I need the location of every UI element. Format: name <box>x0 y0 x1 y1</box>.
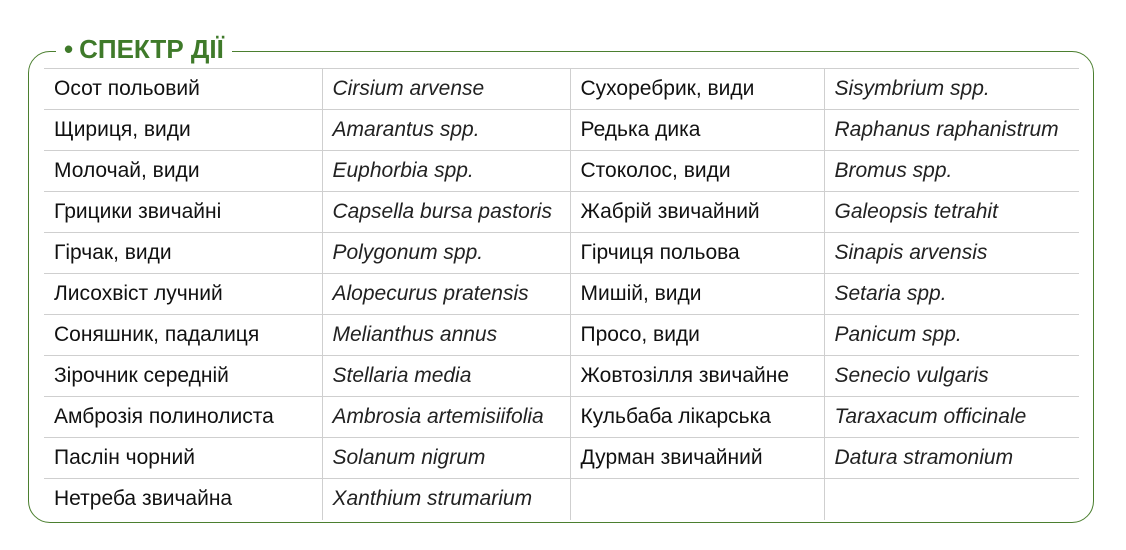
common-name-cell: Нетреба звичайна <box>54 487 233 511</box>
table-row <box>44 151 1079 192</box>
latin-name-cell: Euphorbia spp. <box>322 151 570 192</box>
latin-name-cell: Setaria spp. <box>824 274 1079 315</box>
common-name-cell: Грицики звичайні <box>44 192 322 233</box>
common-name-cell: Просо, види <box>570 315 824 356</box>
latin-name-cell: Bromus spp. <box>824 151 1079 192</box>
latin-name-cell: Stellaria media <box>322 356 570 397</box>
table-row <box>44 274 1079 315</box>
latin-name-cell: Raphanus raphanistrum <box>824 110 1079 151</box>
common-name-cell: Лисохвіст лучний <box>44 274 322 315</box>
common-name-cell <box>570 479 824 520</box>
table-row <box>44 397 1079 438</box>
common-name-cell: Зірочник середній <box>44 356 322 397</box>
latin-name-cell: Melianthus annus <box>322 315 570 356</box>
common-name-cell: Жовтозілля звичайне <box>570 356 824 397</box>
table-row <box>44 438 1079 479</box>
latin-name-cell: Ambrosia artemisiifolia <box>322 397 570 438</box>
common-name-cell: Сухоребрик, види <box>570 69 824 110</box>
common-name-cell: Дурман звичайний <box>570 438 824 479</box>
common-name-cell: Соняшник, падалиця <box>44 315 322 356</box>
latin-name-cell <box>824 479 1079 520</box>
common-name-cell: Гірчиця польова <box>570 233 824 274</box>
common-name-cell: Осот польовий <box>44 69 322 110</box>
table-row <box>44 479 1079 520</box>
common-name-cell: Щириця, види <box>44 110 322 151</box>
table-row <box>44 110 1079 151</box>
table-row <box>44 356 1079 397</box>
latin-name-cell: Sisymbrium spp. <box>824 69 1079 110</box>
common-name-cell: Молочай, види <box>44 151 322 192</box>
latin-name-cell: Amarantus spp. <box>322 110 570 151</box>
common-name-cell: Паслін чорний <box>44 438 322 479</box>
section-title-text: СПЕКТР ДІЇ <box>79 34 224 64</box>
latin-name-cell: Polygonum spp. <box>322 233 570 274</box>
latin-name-cell: Senecio vulgaris <box>824 356 1079 397</box>
latin-name-cell: Xanthium strumarium <box>322 479 570 520</box>
common-name-cell: Редька дика <box>570 110 824 151</box>
latin-name-cell: Capsella bursa pastoris <box>322 192 570 233</box>
common-name-cell: Жабрій звичайний <box>570 192 824 233</box>
latin-name-cell: Galeopsis tetrahit <box>824 192 1079 233</box>
common-name-cell: Кульбаба лікарська <box>570 397 824 438</box>
latin-name-cell: Datura stramonium <box>824 438 1079 479</box>
latin-name-cell: Alopecurus pratensis <box>322 274 570 315</box>
latin-name-cell: Solanum nigrum <box>322 438 570 479</box>
section-title <box>56 32 232 66</box>
latin-name-cell: Taraxacum officinale <box>824 397 1079 438</box>
common-name-cell: Амброзія полинолиста <box>44 397 322 438</box>
table-row <box>44 233 1079 274</box>
latin-name-cell: Sinapis arvensis <box>824 233 1079 274</box>
table-row <box>44 315 1079 356</box>
table-row <box>44 69 1079 110</box>
weed-spectrum-table <box>44 68 1079 520</box>
latin-name-cell: Cirsium arvense <box>322 69 570 110</box>
table-row <box>44 192 1079 233</box>
common-name-cell: Стоколос, види <box>570 151 824 192</box>
common-name-cell: Мишій, види <box>570 274 824 315</box>
latin-name-cell: Panicum spp. <box>824 315 1079 356</box>
bullet-icon: • <box>64 34 74 64</box>
common-name-cell: Гірчак, види <box>44 233 322 274</box>
